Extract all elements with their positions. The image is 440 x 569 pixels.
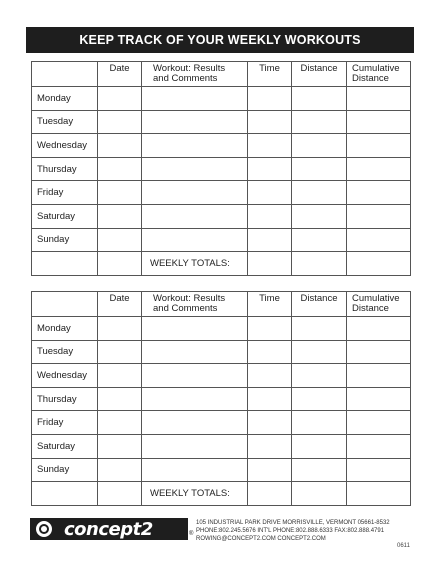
day-column-header: [32, 62, 98, 87]
cumulative-distance-cell[interactable]: [347, 228, 411, 252]
concept2-logo-icon: [30, 518, 60, 540]
distance-cell[interactable]: [292, 434, 347, 458]
cumulative-distance-cell[interactable]: [347, 340, 411, 364]
workout-cell[interactable]: [142, 228, 248, 252]
distance-cell[interactable]: [292, 181, 347, 205]
day-row: [32, 181, 411, 205]
workout-cell[interactable]: [142, 340, 248, 364]
distance-cell[interactable]: [292, 317, 347, 341]
day-label: Monday: [32, 317, 98, 341]
day-label: Saturday: [32, 204, 98, 228]
time-cell[interactable]: [248, 87, 292, 111]
time-cell[interactable]: [248, 157, 292, 181]
workout-cell[interactable]: [142, 134, 248, 158]
day-row: [32, 458, 411, 482]
totals-spacer-cell: [98, 252, 142, 276]
total-cumulative-cell[interactable]: [347, 482, 411, 506]
distance-cell[interactable]: [292, 228, 347, 252]
cumulative-distance-cell[interactable]: [347, 204, 411, 228]
date-cell[interactable]: [98, 458, 142, 482]
day-row: [32, 87, 411, 111]
date-cell[interactable]: [98, 340, 142, 364]
cumulative-distance-cell[interactable]: [347, 411, 411, 435]
day-row: [32, 434, 411, 458]
cumulative-distance-cell[interactable]: [347, 134, 411, 158]
workout-column-header: Workout: Results and Comments: [142, 62, 248, 87]
date-column-header: Date: [98, 62, 142, 87]
time-cell[interactable]: [248, 340, 292, 364]
workout-log-table-week-2: [31, 291, 411, 506]
distance-cell[interactable]: [292, 134, 347, 158]
weekly-totals-row: [32, 482, 411, 506]
day-row: [32, 317, 411, 341]
time-cell[interactable]: [248, 387, 292, 411]
workout-cell[interactable]: [142, 181, 248, 205]
day-label: Wednesday: [32, 134, 98, 158]
workout-cell[interactable]: [142, 317, 248, 341]
totals-spacer-cell: [98, 482, 142, 506]
cumulative-distance-cell[interactable]: [347, 157, 411, 181]
cumulative-distance-cell[interactable]: [347, 181, 411, 205]
distance-column-header: Distance: [292, 292, 347, 317]
day-row: [32, 110, 411, 134]
day-label: Thursday: [32, 157, 98, 181]
date-cell[interactable]: [98, 157, 142, 181]
date-cell[interactable]: [98, 364, 142, 388]
workout-column-header: Workout: Results and Comments: [142, 292, 248, 317]
day-label: Tuesday: [32, 110, 98, 134]
day-label: Friday: [32, 181, 98, 205]
cumulative-distance-cell[interactable]: [347, 317, 411, 341]
date-cell[interactable]: [98, 110, 142, 134]
day-column-header: [32, 292, 98, 317]
email-web-line: ROWING@CONCEPT2.COM CONCEPT2.COM: [196, 536, 326, 543]
total-distance-cell[interactable]: [292, 252, 347, 276]
date-cell[interactable]: [98, 181, 142, 205]
weekly-totals-label: WEEKLY TOTALS:: [142, 482, 248, 506]
workout-cell[interactable]: [142, 157, 248, 181]
cumulative-distance-column-header: Cumulative Distance: [347, 292, 411, 317]
cumulative-distance-cell[interactable]: [347, 87, 411, 111]
workout-log-table-week-1: [31, 61, 411, 276]
address-line: 105 INDUSTRIAL PARK DRIVE MORRISVILLE, VERMONT 05661-8532: [196, 520, 390, 526]
total-time-cell[interactable]: [248, 482, 292, 506]
day-row: [32, 364, 411, 388]
totals-spacer-cell: [32, 482, 98, 506]
workout-cell[interactable]: [142, 364, 248, 388]
date-cell[interactable]: [98, 317, 142, 341]
concept2-logo: [30, 518, 188, 540]
distance-cell[interactable]: [292, 340, 347, 364]
distance-cell[interactable]: [292, 157, 347, 181]
day-row: [32, 387, 411, 411]
time-cell[interactable]: [248, 181, 292, 205]
workout-cell[interactable]: [142, 434, 248, 458]
date-cell[interactable]: [98, 411, 142, 435]
day-label: Sunday: [32, 228, 98, 252]
day-label: Thursday: [32, 387, 98, 411]
cumulative-distance-cell[interactable]: [347, 458, 411, 482]
distance-cell[interactable]: [292, 87, 347, 111]
cumulative-distance-cell[interactable]: [347, 364, 411, 388]
date-cell[interactable]: [98, 228, 142, 252]
time-cell[interactable]: [248, 204, 292, 228]
weekly-totals-label: WEEKLY TOTALS:: [142, 252, 248, 276]
distance-cell[interactable]: [292, 110, 347, 134]
time-column-header: Time: [248, 62, 292, 87]
page-title: KEEP TRACK OF YOUR WEEKLY WORKOUTS: [26, 27, 414, 53]
date-column-header: Date: [98, 292, 142, 317]
workout-cell[interactable]: [142, 458, 248, 482]
distance-cell[interactable]: [292, 387, 347, 411]
date-cell[interactable]: [98, 204, 142, 228]
brand-name: concept: [64, 518, 141, 540]
weekly-totals-row: [32, 252, 411, 276]
total-time-cell[interactable]: [248, 252, 292, 276]
brand-number: 2: [140, 518, 153, 540]
day-row: [32, 340, 411, 364]
time-cell[interactable]: [248, 411, 292, 435]
document-code: 0611: [397, 543, 410, 549]
time-cell[interactable]: [248, 434, 292, 458]
time-cell[interactable]: [248, 110, 292, 134]
day-label: Monday: [32, 87, 98, 111]
time-column-header: Time: [248, 292, 292, 317]
day-row: [32, 134, 411, 158]
day-label: Saturday: [32, 434, 98, 458]
distance-cell[interactable]: [292, 458, 347, 482]
workout-cell[interactable]: [142, 204, 248, 228]
date-cell[interactable]: [98, 134, 142, 158]
day-row: [32, 411, 411, 435]
cumulative-distance-cell[interactable]: [347, 110, 411, 134]
workout-cell[interactable]: [142, 387, 248, 411]
date-cell[interactable]: [98, 434, 142, 458]
cumulative-distance-column-header: Cumulative Distance: [347, 62, 411, 87]
distance-cell[interactable]: [292, 411, 347, 435]
company-contact-info: [196, 519, 416, 544]
time-cell[interactable]: [248, 364, 292, 388]
day-row: [32, 204, 411, 228]
workout-cell[interactable]: [142, 87, 248, 111]
day-label: Wednesday: [32, 364, 98, 388]
day-row: [32, 228, 411, 252]
date-cell[interactable]: [98, 387, 142, 411]
total-distance-cell[interactable]: [292, 482, 347, 506]
date-cell[interactable]: [98, 87, 142, 111]
cumulative-distance-cell[interactable]: [347, 434, 411, 458]
day-label: Tuesday: [32, 340, 98, 364]
day-label: Friday: [32, 411, 98, 435]
workout-cell[interactable]: [142, 411, 248, 435]
distance-cell[interactable]: [292, 204, 347, 228]
time-cell[interactable]: [248, 458, 292, 482]
total-cumulative-cell[interactable]: [347, 252, 411, 276]
workout-cell[interactable]: [142, 110, 248, 134]
distance-column-header: Distance: [292, 62, 347, 87]
distance-cell[interactable]: [292, 364, 347, 388]
time-cell[interactable]: [248, 134, 292, 158]
phone-line: PHONE:802.245.5676 INT'L PHONE:802.888.6333 FAX:802.888.4791: [196, 528, 385, 535]
totals-spacer-cell: [32, 252, 98, 276]
time-cell[interactable]: [248, 317, 292, 341]
cumulative-distance-cell[interactable]: [347, 387, 411, 411]
day-label: Sunday: [32, 458, 98, 482]
registered-mark: ®: [189, 531, 194, 537]
time-cell[interactable]: [248, 228, 292, 252]
day-row: [32, 157, 411, 181]
